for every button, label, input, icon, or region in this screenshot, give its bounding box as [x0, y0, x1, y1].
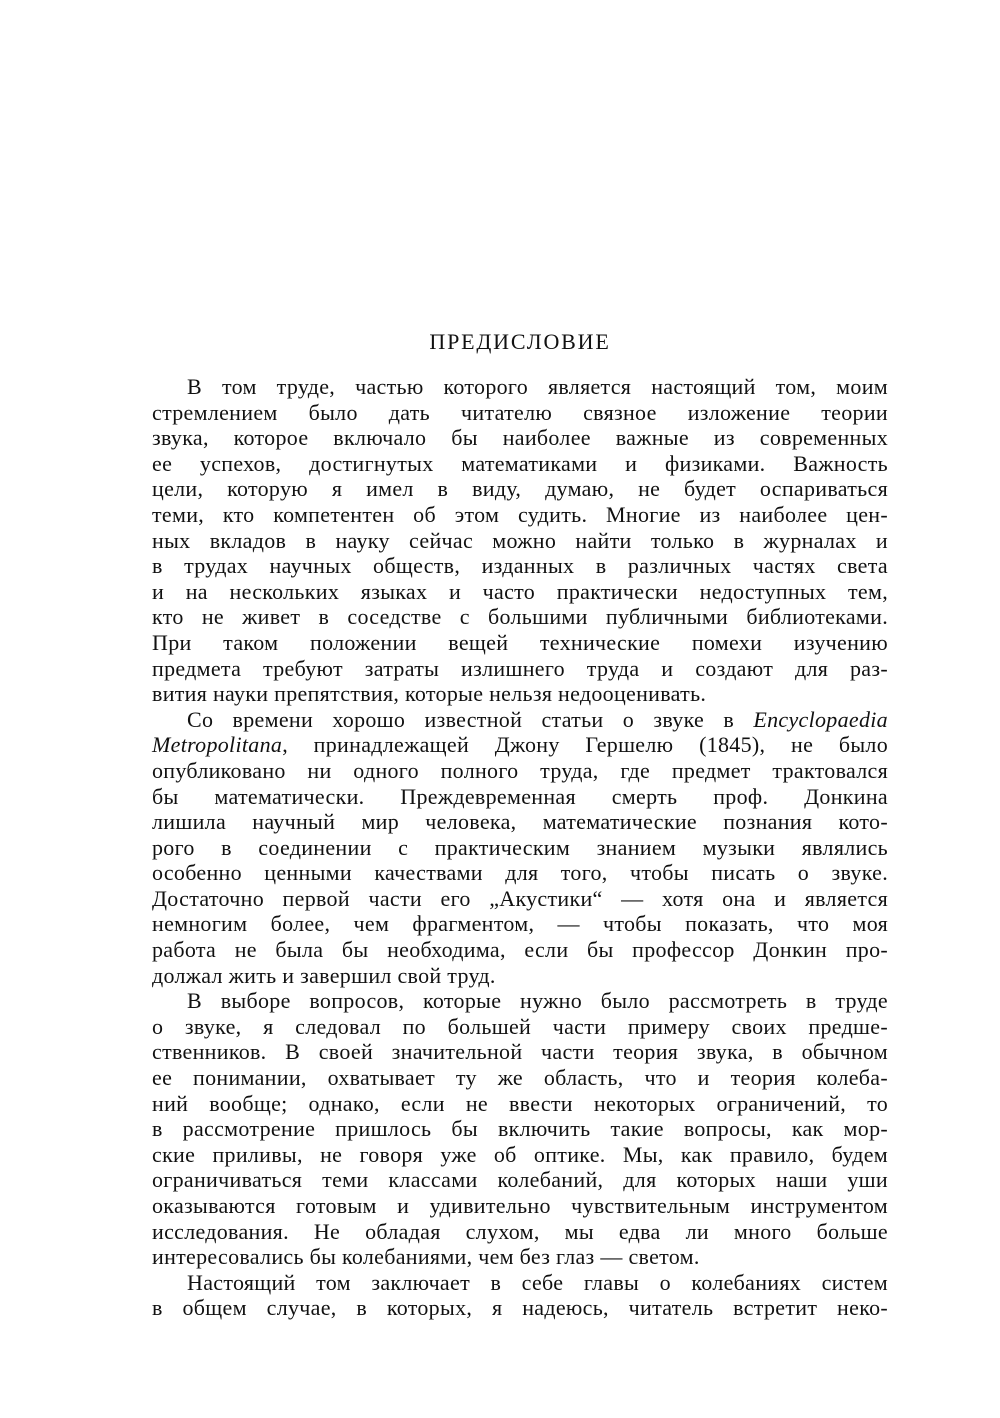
text-line: рого в соединении с практическим знанием музыки являлись	[152, 834, 888, 860]
paragraph-4	[152, 1270, 888, 1321]
text-line: должал жить и завершил свой труд.	[152, 962, 496, 988]
text-line: ские приливы, не говоря уже об оптике. Мы, как правило, будем	[152, 1141, 888, 1167]
text-segment: Со времени хорошо известной статьи о звуке в	[187, 706, 735, 732]
paragraph-1	[152, 374, 888, 707]
text-line: стремлением было дать читателю связное изложение теории	[152, 399, 888, 425]
text-line: вития науки препятствия, которые нельзя недооценивать.	[152, 681, 707, 707]
text-line: в трудах научных обществ, изданных в различных частях света	[152, 553, 888, 579]
text-line: ний вообще; однако, если не ввести некоторых ограничений, то	[152, 1090, 888, 1116]
page-heading: ПРЕДИСЛОВИЕ	[429, 329, 611, 354]
italic-term: Encyclopaedia	[753, 706, 888, 732]
text-line	[152, 732, 888, 758]
text-line: в рассмотрение пришлось бы включить такие вопросы, как мор-	[152, 1116, 888, 1142]
text-line: При таком положении вещей технические помехи изучению	[152, 629, 888, 655]
italic-term: Metropolitana	[152, 732, 283, 758]
text-line: и на нескольких языках и часто практически недоступных тем,	[152, 578, 888, 604]
paragraph-2	[152, 707, 888, 989]
text-line: немногим более, чем фрагментом, — чтобы показать, что моя	[152, 911, 888, 937]
text-line: кто не живет в соседстве с большими публичными библиотеками.	[152, 604, 888, 630]
text-line: особенно ценными качествами для того, чтобы писать о звуке.	[152, 860, 888, 886]
text-line: в общем случае, в которых, я надеюсь, читатель встретит неко-	[152, 1295, 888, 1321]
text-segment: , принадлежащей Джону Гершелю (1845), не было	[282, 732, 888, 758]
text-line: о звуке, я следовал по большей части примеру своих предше-	[152, 1013, 888, 1039]
text-line: В выборе вопросов, которые нужно было рассмотреть в труде	[187, 988, 888, 1014]
text-line: исследования. Не обладая слухом, мы едва ли много больше	[152, 1218, 888, 1244]
body-text	[152, 374, 888, 1321]
text-line: оказываются готовым и удивительно чувствительным инструментом	[152, 1193, 888, 1218]
text-line: предмета требуют затраты излишнего труда и создают для раз-	[152, 655, 888, 681]
text-line: лишила научный мир человека, математические познания кото-	[152, 809, 888, 835]
text-line	[152, 707, 888, 733]
text-line: бы математически. Преждевременная смерть проф. Донкина	[152, 783, 888, 809]
text-line: работа не была бы необходима, если бы профессор Донкин про-	[152, 937, 888, 963]
text-line: опубликовано ни одного полного труда, где предмет трактовался	[152, 757, 888, 783]
text-line: ственников. В своей значительной части теория звука, в обычном	[152, 1039, 888, 1065]
text-line: звука, которое включало бы наиболее важные из современных	[152, 425, 888, 451]
text-line: ограничиваться теми классами колебаний, для которых наши уши	[152, 1167, 888, 1193]
text-line: ее понимании, охватывает ту же область, что и теория колеба-	[152, 1065, 888, 1091]
text-line: теми, кто компетентен об этом судить. Многие из наиболее цен-	[152, 501, 888, 527]
paragraph-3	[152, 988, 888, 1270]
text-line: ных вкладов в науку сейчас можно найти только в журналах и	[152, 527, 888, 553]
text-line: ее успехов, достигнутых математиками и физиками. Важность	[152, 450, 888, 476]
text-line: цели, которую я имел в виду, думаю, не будет оспариваться	[152, 476, 888, 502]
text-line: В том труде, частью которого является настоящий том, моим	[187, 374, 888, 399]
text-line: Достаточно первой части его „Акустики“ — хотя она и является	[152, 885, 888, 911]
text-line: Настоящий том заключает в себе главы о колебаниях систем	[187, 1269, 888, 1295]
text-line: интересовались бы колебаниями, чем без глаз — светом.	[152, 1244, 700, 1270]
